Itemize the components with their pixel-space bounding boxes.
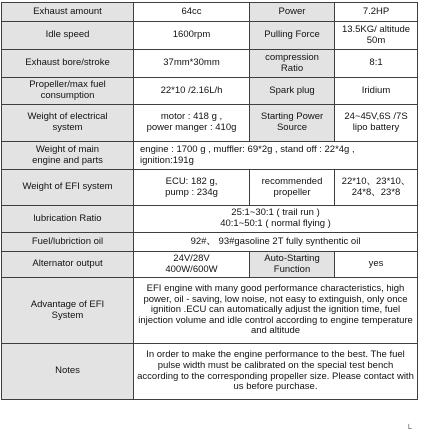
main-engine-weight-value: engine : 1700 g , muffler: 69*2g , stand off : 22*4g , ignition:191g: [134, 142, 418, 170]
electrical-weight-label: Weight of electrical system: [2, 105, 134, 142]
table-row: [2, 233, 418, 252]
table-row: [2, 344, 418, 400]
auto-starting-value: yes: [335, 252, 418, 278]
compression-value: 8:1: [335, 50, 418, 78]
table-row: [2, 78, 418, 105]
electrical-weight-value: motor : 418 g , power manger : 410g: [134, 105, 250, 142]
corner-mark: └: [406, 424, 412, 433]
spark-plug-label: Spark plug: [250, 78, 335, 105]
table-row: [2, 170, 418, 206]
recommended-propeller-value: 22*10、23*10、 24*8、23*8: [335, 170, 418, 206]
lubrication-value: 25:1~30:1 ( trail run ) 40:1~50:1 ( normal flying ): [134, 206, 418, 233]
efi-weight-label: Weight of EFI system: [2, 170, 134, 206]
compression-label: compression Ratio: [250, 50, 335, 78]
advantage-value: EFI engine with many good performance characteristics, high power, oil - saving, low noise, not easy to extinguish, only once ignition .ECU can automatically adjust the ignition time, fuel injection volume and idle control according to engine temperature and altitude: [134, 278, 418, 344]
exhaust-amount-value: 64cc: [134, 3, 250, 22]
exhaust-amount-label: Exhaust amount: [2, 3, 134, 22]
table-row: [2, 142, 418, 170]
spark-plug-value: Iridium: [335, 78, 418, 105]
power-value: 7.2HP: [335, 3, 418, 22]
fuel-consumption-value: 22*10 /2.16L/h: [134, 78, 250, 105]
table-row: [2, 278, 418, 344]
engine-spec-table: [1, 2, 418, 400]
starting-power-label: Starting Power Source: [250, 105, 335, 142]
table-row: [2, 252, 418, 278]
recommended-propeller-label: recommended propeller: [250, 170, 335, 206]
pulling-force-value: 13.5KG/ altitude 50m: [335, 22, 418, 50]
auto-starting-label: Auto-Starting Function: [250, 252, 335, 278]
fuel-consumption-label: Propeller/max fuel consumption: [2, 78, 134, 105]
idle-speed-label: Idle speed: [2, 22, 134, 50]
lubrication-label: lubrication Ratio: [2, 206, 134, 233]
alternator-value: 24V/28V 400W/600W: [134, 252, 250, 278]
bore-stroke-value: 37mm*30mm: [134, 50, 250, 78]
idle-speed-value: 1600rpm: [134, 22, 250, 50]
bore-stroke-label: Exhaust bore/stroke: [2, 50, 134, 78]
table-row: [2, 50, 418, 78]
efi-weight-value: ECU: 182 g, pump : 234g: [134, 170, 250, 206]
advantage-label: Advantage of EFI System: [2, 278, 134, 344]
engine-spec-sheet: [1, 2, 417, 400]
fuel-oil-label: Fuel/lubriction oil: [2, 233, 134, 252]
pulling-force-label: Pulling Force: [250, 22, 335, 50]
alternator-label: Alternator output: [2, 252, 134, 278]
starting-power-value: 24~45V,6S /7S lipo battery: [335, 105, 418, 142]
notes-label: Notes: [2, 344, 134, 400]
power-label: Power: [250, 3, 335, 22]
notes-value: In order to make the engine performance to the best. The fuel pulse width must be calibrated on the special test bench according to the corresponding propeller size. Please contact with us before purchase.: [134, 344, 418, 400]
fuel-oil-value: 92#、 93#gasoline 2T fully synthentic oil: [134, 233, 418, 252]
main-engine-weight-label: Weight of main engine and parts: [2, 142, 134, 170]
table-row: [2, 22, 418, 50]
table-row: [2, 105, 418, 142]
table-row: [2, 206, 418, 233]
table-row: [2, 3, 418, 22]
